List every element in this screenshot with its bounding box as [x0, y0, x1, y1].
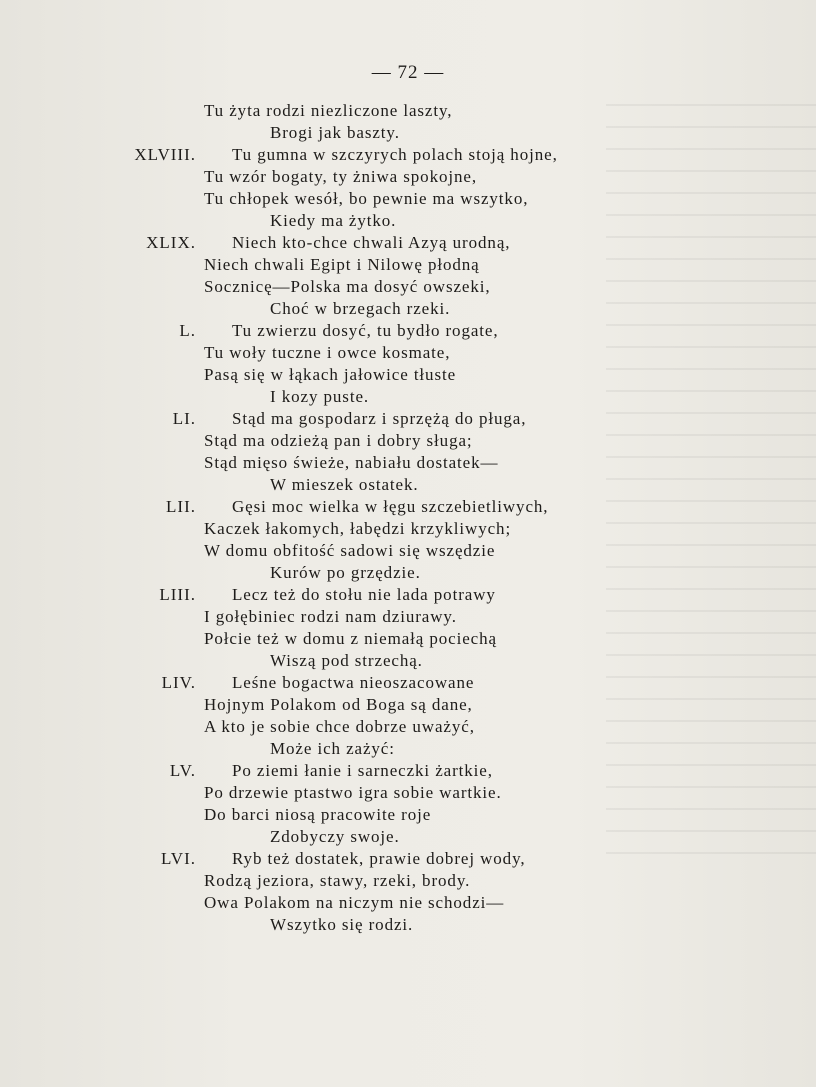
verse-line: Wszytko się rodzi. — [270, 915, 414, 934]
verse-line: Tu żyta rodzi niezliczone laszty, — [204, 101, 453, 120]
stanza-number: XLVIII. — [134, 145, 196, 164]
verse-line: Stąd ma odzieżą pan i dobry sługa; — [204, 431, 473, 450]
verse-line: Po drzewie ptastwo igra sobie wartkie. — [204, 783, 502, 802]
verse-line: Tu gumna w szczyrych polach stoją hojne, — [232, 145, 558, 164]
verse-line: Tu woły tuczne i owce kosmate, — [204, 343, 451, 362]
verse-line: Brogi jak baszty. — [270, 123, 400, 142]
verse-line: Rodzą jeziora, stawy, rzeki, brody. — [204, 871, 471, 890]
stanza-number: LIII. — [159, 585, 196, 604]
page-number: — 72 — — [371, 62, 445, 83]
verse-line: Kurów po grzędzie. — [270, 563, 421, 582]
verse-line: I kozy puste. — [270, 387, 370, 406]
verse-line: Niech chwali Egipt i Nilowę płodną — [204, 255, 480, 274]
verse-line: Pasą się w łąkach jałowice tłuste — [204, 365, 457, 384]
stanza-52 — [0, 496, 816, 584]
verse-line: Może ich zażyć: — [270, 739, 395, 758]
stanza-number: LII. — [166, 497, 196, 516]
stanza-56 — [0, 848, 816, 936]
verse-line: W domu obfitość sadowi się wszędzie — [204, 541, 496, 560]
stanza-number: LIV. — [161, 673, 196, 692]
verse-line: Wiszą pod strzechą. — [270, 651, 423, 670]
verse-line: Do barci niosą pracowite roje — [204, 805, 432, 824]
verse-line: Stąd mięso świeże, nabiału dostatek— — [204, 453, 499, 472]
verse-line: Leśne bogactwa nieoszacowane — [232, 673, 475, 692]
stanza-number: LI. — [172, 409, 196, 428]
verse-line: Tu zwierzu dosyć, tu bydło rogate, — [232, 321, 499, 340]
verse-line: Po ziemi łanie i sarneczki żartkie, — [232, 761, 493, 780]
stanza-number: XLIX. — [146, 233, 196, 252]
verse-line: Kaczek łakomych, łabędzi krzykliwych; — [204, 519, 512, 538]
stanza-55 — [0, 760, 816, 848]
stanza-51 — [0, 408, 816, 496]
stanza-number: L. — [179, 321, 196, 340]
verse-line: Socznicę—Polska ma dosyć owszeki, — [204, 277, 491, 296]
verse-line: Niech kto-chce chwali Azyą urodną, — [232, 233, 511, 252]
verse-line: Hojnym Polakom od Boga są dane, — [204, 695, 473, 714]
verse-line: Tu chłopek wesół, bo pewnie ma wszytko, — [204, 189, 529, 208]
verse-line: W mieszek ostatek. — [270, 475, 419, 494]
stanza-54 — [0, 672, 816, 760]
verse-line: Połcie też w domu z niemałą pociechą — [204, 629, 497, 648]
stanza-49 — [0, 232, 816, 320]
verse-line: Stąd ma gospodarz i sprzężą do pługa, — [232, 409, 527, 428]
stanza-number: LVI. — [160, 849, 196, 868]
stanza-intro — [0, 100, 816, 144]
poem — [0, 100, 816, 936]
verse-line: Choć w brzegach rzeki. — [270, 299, 451, 318]
stanza-number: LV. — [169, 761, 196, 780]
verse-line: Kiedy ma żytko. — [270, 211, 397, 230]
verse-line: Owa Polakom na niczym nie schodzi— — [204, 893, 505, 912]
verse-line: I gołębiniec rodzi nam dziurawy. — [204, 607, 457, 626]
stanza-53 — [0, 584, 816, 672]
verse-line: Lecz też do stołu nie lada potrawy — [232, 585, 496, 604]
verse-line: A kto je sobie chce dobrze uważyć, — [204, 717, 475, 736]
verse-line: Ryb też dostatek, prawie dobrej wody, — [232, 849, 526, 868]
stanza-50 — [0, 320, 816, 408]
verse-line: Tu wzór bogaty, ty żniwa spokojne, — [204, 167, 477, 186]
verse-line: Zdobyczy swoje. — [270, 827, 400, 846]
stanza-48 — [0, 144, 816, 232]
verse-line: Gęsi moc wielka w łęgu szczebietliwych, — [232, 497, 549, 516]
